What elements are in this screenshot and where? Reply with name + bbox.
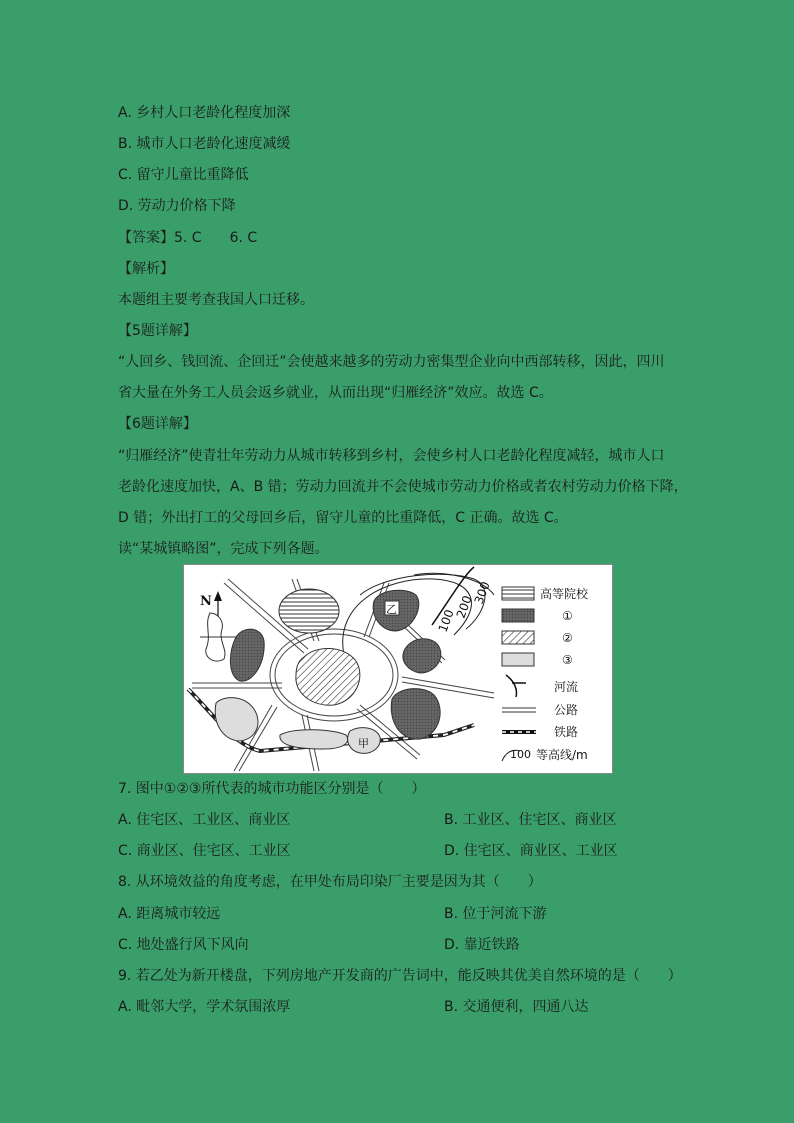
zone-1-east <box>403 639 441 673</box>
contour-label-200: 200 <box>453 593 475 621</box>
q8-option-c: C. 地处盛行风下风向 <box>118 937 249 953</box>
q8-option-a: A. 距离城市较远 <box>118 906 221 922</box>
q5-option-c: C. 留守儿童比重降低 <box>118 167 249 183</box>
q7-option-a: A. 住宅区、工业区、商业区 <box>118 812 291 828</box>
legend-university: 高等院校 <box>540 587 589 601</box>
q5-detail-heading: 【5题详解】 <box>118 323 197 339</box>
legend-river: 河流 <box>554 680 579 694</box>
zone-3-south <box>280 730 348 749</box>
answer-line <box>118 229 257 247</box>
q8-option-d: D. 靠近铁路 <box>444 937 520 953</box>
q5-option-d: D. 劳动力价格下降 <box>118 198 236 214</box>
q7-stem: 7. 图中①②③所代表的城市功能区分别是（ ） <box>118 781 426 797</box>
q6-detail-line2: 老龄化速度加快，A、B 错；劳动力回流并不会使城市劳动力价格或者农村劳动力价格下降， <box>118 479 688 495</box>
q7-option-d: D. 住宅区、商业区、工业区 <box>444 843 618 859</box>
zone-jia-label: 甲 <box>358 737 369 750</box>
q5-detail-line1: “人回乡、钱回流、企回迁”会使越来越多的劳动力密集型企业向中西部转移，因此，四川 <box>118 354 665 370</box>
legend-railway: 铁路 <box>554 725 579 739</box>
q9-option-b: B. 交通便利，四通八达 <box>444 999 589 1015</box>
zone-3-west <box>215 698 258 741</box>
q9-stem: 9. 若乙处为新开楼盘，下列房地产开发商的广告词中，能反映其优美自然环境的是（ ） <box>118 968 682 984</box>
q7-option-b: B. 工业区、住宅区、商业区 <box>444 812 617 828</box>
contour-label-100: 100 <box>435 607 457 635</box>
legend-contour-number: 100 <box>510 748 531 761</box>
q8-stem: 8. 从环境效益的角度考虑，在甲处布局印染厂主要是因为其（ ） <box>118 874 542 890</box>
legend-zone-1: ① <box>562 609 573 623</box>
q6-detail-heading: 【6题详解】 <box>118 416 197 432</box>
legend-road: 公路 <box>554 703 579 717</box>
town-sketch-map <box>183 564 613 774</box>
analysis-intro: 本题组主要考查我国人口迁移。 <box>118 292 314 308</box>
zone-yi-label: 乙 <box>386 603 397 616</box>
map-legend <box>502 586 589 762</box>
legend-river-icon <box>506 675 526 697</box>
q9-option-a: A. 毗邻大学，学术氛围浓厚 <box>118 999 291 1015</box>
answer-label: 【答案】 <box>118 230 174 246</box>
legend-zone-2: ② <box>562 631 573 645</box>
legend-contour: 等高线/m <box>536 748 588 762</box>
contour-label-300: 300 <box>471 579 493 607</box>
north-label: N <box>200 594 212 609</box>
q7-option-c: C. 商业区、住宅区、工业区 <box>118 843 291 859</box>
q6-detail-line1: “归雁经济”使青壮年劳动力从城市转移到乡村，会使乡村人口老龄化程度减轻，城市人口 <box>118 448 665 464</box>
q5-detail-line2: 省大量在外务工人员会返乡就业，从而出现“归雁经济”效应。故选 C。 <box>118 385 553 401</box>
q5-option-a: A. 乡村人口老龄化程度加深 <box>118 105 291 121</box>
q5-option-b: B. 城市人口老龄化速度减缓 <box>118 136 291 152</box>
q8-option-b: B. 位于河流下游 <box>444 906 547 922</box>
read-map-instruction: 读“某城镇略图”，完成下列各题。 <box>118 541 329 557</box>
analysis-heading: 【解析】 <box>118 261 174 277</box>
university-zone <box>279 589 339 633</box>
zone-1-southeast <box>391 689 440 740</box>
answer-value: 5. C 6. C <box>174 230 258 246</box>
q6-detail-line3: D 错；外出打工的父母回乡后，留守儿童的比重降低，C 正确。故选 C。 <box>118 510 568 526</box>
legend-zone-3: ③ <box>562 653 573 667</box>
zone-2-center <box>296 648 360 705</box>
